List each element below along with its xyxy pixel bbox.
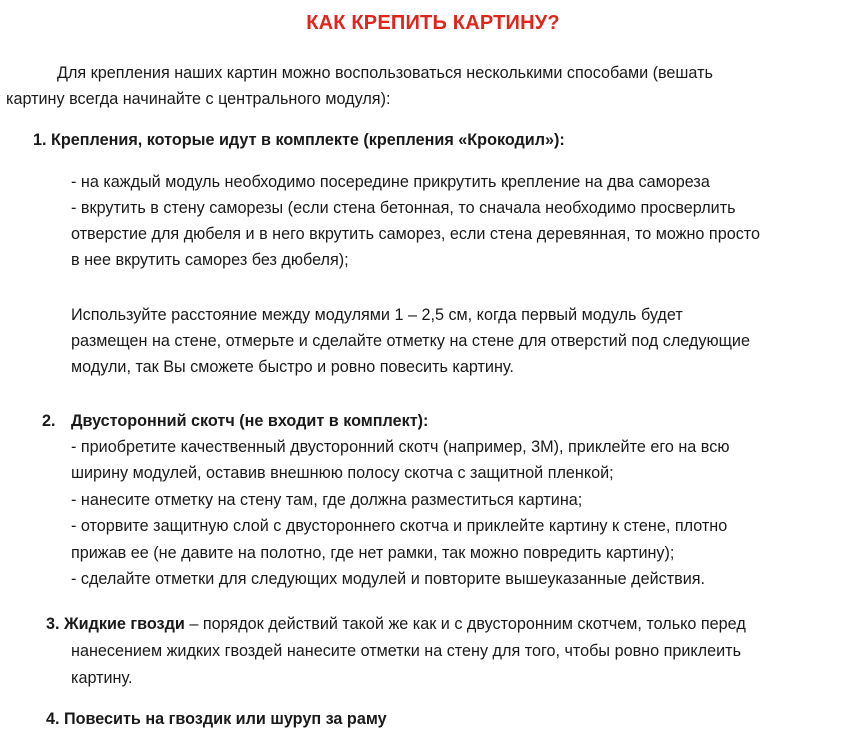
section-2-number: 2. (42, 412, 56, 430)
section-2-line-1: - приобретите качественный двусторонний скотч (например, 3М), приклейте его на всю (71, 438, 730, 456)
section-3-line-2: нанесением жидких гвоздей нанесите отметки на стену для того, чтобы ровно приклеить (71, 642, 742, 660)
section-1-heading: 1. Крепления, которые идут в комплекте (крепления «Крокодил»): (33, 131, 565, 149)
section-2-line-3: - нанесите отметку на стену там, где должна разместиться картина; (71, 491, 583, 509)
section-1-line-2: - вкрутить в стену саморезы (если стена бетонная, то сначала необходимо просверлить (71, 199, 736, 217)
section-2-line-4: - оторвите защитную слой с двустороннего скотча и приклейте картину к стене, плотно (71, 517, 728, 535)
section-3-first-line-text: – порядок действий такой же как и с двусторонним скотчем, только перед (184, 615, 746, 633)
section-3-first-line (46, 614, 746, 634)
section-1-note-line-1: Используйте расстояние между модулями 1 – 2,5 см, когда первый модуль будет (71, 306, 683, 324)
section-1-note-line-3: модули, так Вы сможете быстро и ровно повесить картину. (71, 358, 514, 376)
section-2-line-6: - сделайте отметки для следующих модулей и повторите вышеуказанные действия. (71, 570, 706, 588)
section-1-line-1: - на каждый модуль необходимо посередине прикрутить крепление на два самореза (71, 173, 710, 191)
page-title: КАК КРЕПИТЬ КАРТИНУ? (306, 12, 560, 34)
section-2-line-2: ширину модулей, оставив внешнюю полосу скотча с защитной пленкой; (71, 464, 614, 482)
section-2-heading: Двусторонний скотч (не входит в комплект): (71, 412, 429, 430)
section-4-heading: 4. Повесить на гвоздик или шуруп за раму (46, 710, 387, 728)
intro-line-1: Для крепления наших картин можно воспользоваться несколькими способами (вешать (57, 64, 713, 82)
section-1-note-line-2: размещен на стене, отмерьте и сделайте отметку на стене для отверстий под следующие (71, 332, 750, 350)
section-1-line-4: в нее вкрутить саморез без дюбеля); (71, 251, 349, 269)
section-3-line-3: картину. (71, 669, 133, 687)
section-3-heading: 3. Жидкие гвозди (46, 615, 185, 633)
section-1-line-3: отверстие для дюбеля и в него вкрутить саморез, если стена деревянная, то можно просто (71, 225, 761, 243)
section-2-line-5: прижав ее (не давите на полотно, где нет рамки, так можно повредить картину); (71, 544, 675, 562)
intro-line-2: картину всегда начинайте с центрального модуля): (6, 90, 391, 108)
